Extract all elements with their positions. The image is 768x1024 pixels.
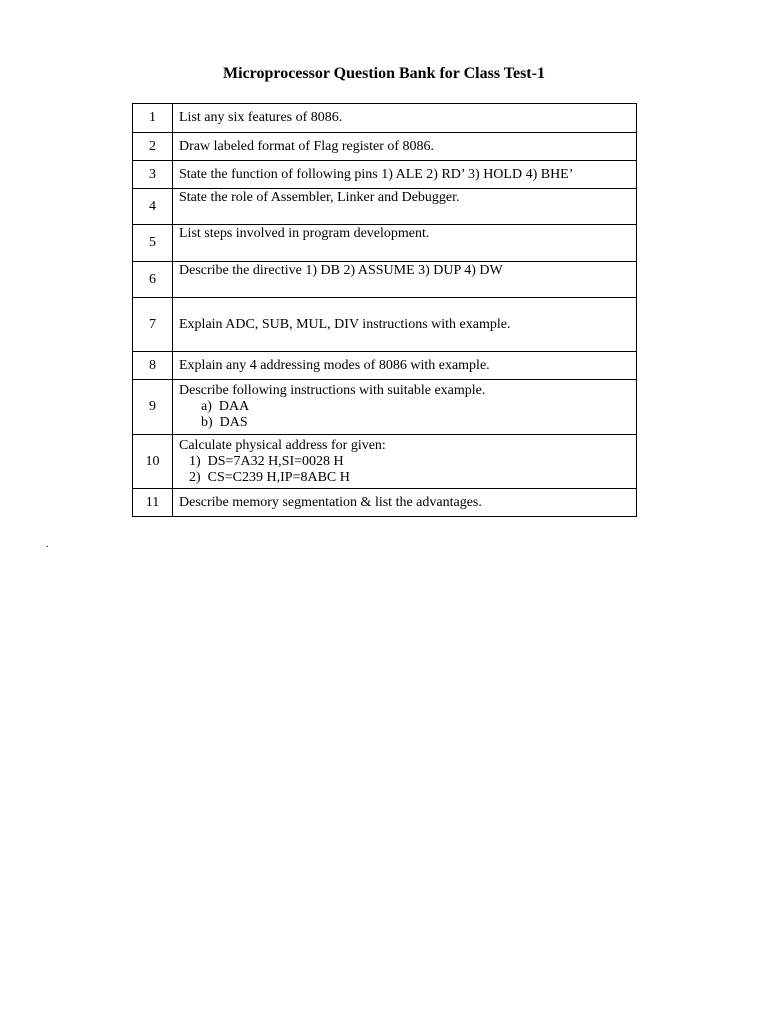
- question-text: List any six features of 8086.: [173, 104, 637, 133]
- question-row: [133, 161, 637, 189]
- document-title: Microprocessor Question Bank for Class Test-1: [223, 65, 545, 82]
- question-row: [133, 262, 637, 298]
- question-subitem: 2) CS=C239 H,IP=8ABC H: [189, 469, 350, 485]
- question-row: [133, 380, 637, 435]
- question-number: 6: [133, 262, 173, 298]
- question-number: 9: [133, 380, 173, 435]
- question-table: [132, 103, 637, 517]
- question-text: Explain ADC, SUB, MUL, DIV instructions with example.: [173, 298, 637, 352]
- question-cell: [173, 380, 637, 435]
- question-number: 8: [133, 352, 173, 380]
- question-row: [133, 435, 637, 489]
- question-subitem: a) DAA: [201, 399, 250, 414]
- question-number: 4: [133, 189, 173, 225]
- question-text: Describe the directive 1) DB 2) ASSUME 3) DUP 4) DW: [173, 262, 637, 298]
- question-text: State the role of Assembler, Linker and Debugger.: [173, 189, 637, 225]
- question-number: 1: [133, 104, 173, 133]
- question-subitem: 1) DS=7A32 H,SI=0028 H: [189, 453, 344, 469]
- question-number: 7: [133, 298, 173, 352]
- question-number: 2: [133, 133, 173, 161]
- question-row: [133, 352, 637, 380]
- question-text: Describe following instructions with suitable example.: [179, 383, 486, 398]
- question-number: 3: [133, 161, 173, 189]
- question-row: [133, 225, 637, 262]
- question-row: [133, 189, 637, 225]
- question-text: Draw labeled format of Flag register of 8086.: [173, 133, 637, 161]
- question-cell: [173, 435, 637, 489]
- question-text: Explain any 4 addressing modes of 8086 with example.: [173, 352, 637, 380]
- question-text: Describe memory segmentation & list the advantages.: [173, 489, 637, 517]
- question-text: List steps involved in program development.: [173, 225, 637, 262]
- question-number: 10: [133, 435, 173, 489]
- question-row: [133, 489, 637, 517]
- stray-mark: .: [46, 539, 49, 550]
- question-row: [133, 133, 637, 161]
- question-number: 5: [133, 225, 173, 262]
- question-row: [133, 104, 637, 133]
- question-subitem: b) DAS: [201, 415, 248, 430]
- question-text: Calculate physical address for given:: [179, 437, 386, 453]
- question-row: [133, 298, 637, 352]
- question-text: State the function of following pins 1) ALE 2) RD’ 3) HOLD 4) BHE’: [173, 161, 637, 189]
- question-number: 11: [133, 489, 173, 517]
